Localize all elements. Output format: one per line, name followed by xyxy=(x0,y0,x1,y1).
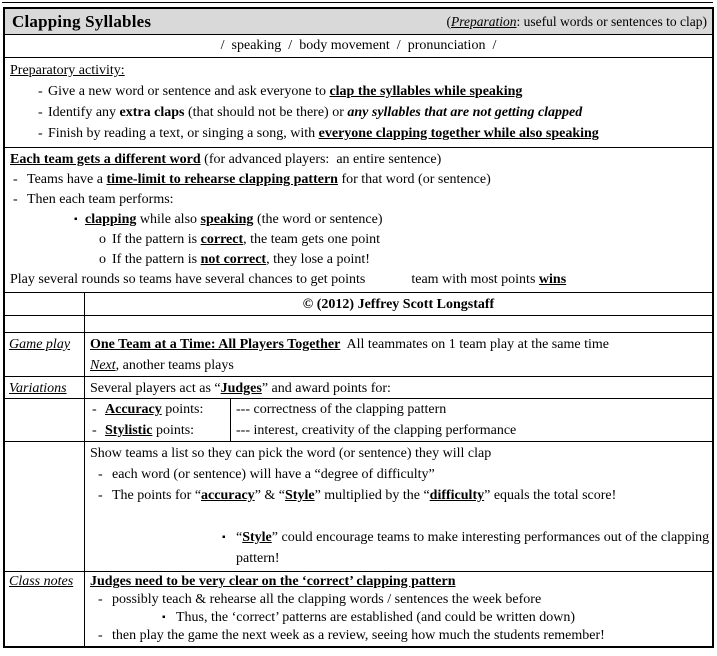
points-row xyxy=(5,399,712,442)
dash-bullet: - xyxy=(13,172,18,187)
game-play-cell xyxy=(85,333,712,376)
class-notes-subitem-text: Thus, the ‘correct’ patterns are established (and could be written down) xyxy=(176,610,575,625)
prep-item xyxy=(10,123,708,144)
rules-subsubitem-text: If the pattern is not correct, they lose a point! xyxy=(112,252,370,267)
class-notes-item xyxy=(90,627,712,645)
points-label-column xyxy=(85,399,231,441)
variations-line: Several players act as “Judges” and award points for: xyxy=(90,381,391,396)
game-play-line: One Team at a Time: All Players Together All teammates on 1 team play at the same time xyxy=(90,337,609,352)
game-rules-section xyxy=(5,148,712,293)
rules-subitem-text: clapping while also speaking (the word or sentence) xyxy=(85,212,383,227)
row-label-variations: Variations xyxy=(5,377,85,398)
rules-item xyxy=(10,170,708,190)
rules-item-text: Then each team performs: xyxy=(27,192,174,207)
prep-item-text: Identify any extra claps (that should not be there) or any syllables that are not getting clapped xyxy=(48,105,583,120)
blank-line xyxy=(90,506,712,527)
points-label-text: Accuracy points: xyxy=(105,402,204,417)
prep-item xyxy=(10,81,708,102)
points-label-item xyxy=(85,399,230,420)
square-bullet: ▪ xyxy=(74,214,78,225)
empty-label-cell xyxy=(5,293,85,315)
points-label-text: Stylistic points: xyxy=(105,423,195,438)
points-description: --- correctness of the clapping pattern xyxy=(236,402,447,417)
class-notes-row xyxy=(5,572,712,646)
rules-subsubitem-text: If the pattern is correct, the team gets one point xyxy=(112,232,380,247)
word-list-intro: Show teams a list so they can pick the word (or sentence) they will clap xyxy=(90,446,492,461)
dash-bullet: - xyxy=(98,467,103,482)
word-list-row xyxy=(5,442,712,572)
dash-bullet: - xyxy=(92,423,97,438)
dash-bullet: - xyxy=(98,592,103,607)
page-title: Clapping Syllables xyxy=(12,11,152,31)
style-note-text: “Style” could encourage teams to make interesting performances out of the clapping pattern! xyxy=(236,530,710,566)
class-notes-item xyxy=(90,591,712,609)
empty-row xyxy=(5,316,712,333)
class-notes-item-text: possibly teach & rehearse all the clapping words / sentences the week before xyxy=(112,592,542,607)
dash-bullet: - xyxy=(38,105,43,120)
category-tags-row xyxy=(5,35,712,58)
dash-bullet: - xyxy=(98,628,103,643)
preparatory-activity-section xyxy=(5,58,712,148)
points-cell xyxy=(85,399,712,441)
circle-bullet: o xyxy=(99,252,106,267)
rules-subitem xyxy=(10,210,708,230)
empty-cell xyxy=(85,316,712,332)
word-list-item xyxy=(90,485,712,506)
rules-heading: Each team gets a different word (for advanced players: an entire sentence) xyxy=(10,152,442,167)
dash-bullet: - xyxy=(13,192,18,207)
circle-bullet: o xyxy=(99,232,106,247)
row-label-game-play: Game play xyxy=(5,333,85,376)
preparation-note: (Preparation: useful words or sentences to clap) xyxy=(446,13,707,29)
top-rule xyxy=(2,2,713,3)
prep-item-text: Finish by reading a text, or singing a song, with everyone clapping together while also speaking xyxy=(48,126,599,141)
square-bullet: ▪ xyxy=(162,612,166,623)
prep-heading: Preparatory activity: xyxy=(10,63,125,78)
copyright-text: © (2012) Jeffrey Scott Longstaff xyxy=(302,297,495,312)
rules-item-text: Teams have a time-limit to rehearse clapping pattern for that word (or sentence) xyxy=(27,172,491,187)
word-list-cell xyxy=(85,442,712,571)
variations-cell xyxy=(85,377,712,398)
word-list-item-text: The points for “accuracy” & “Style” multiplied by the “difficulty” equals the total score! xyxy=(112,488,617,503)
points-description: --- interest, creativity of the clapping performance xyxy=(236,423,517,438)
rules-subsubitem xyxy=(10,230,708,250)
word-list-item xyxy=(90,464,712,485)
dash-bullet: - xyxy=(38,126,43,141)
style-note-item xyxy=(90,527,712,569)
copyright-row xyxy=(5,293,712,316)
empty-label-cell xyxy=(5,316,85,332)
game-play-line: Next, another teams plays xyxy=(90,358,234,373)
title-bar xyxy=(5,9,712,35)
dash-bullet: - xyxy=(92,402,97,417)
rules-closing-line: Play several rounds so teams have several chances to get points team with most points wins xyxy=(10,272,567,287)
prep-item xyxy=(10,102,708,123)
word-list-item-text: each word (or sentence) will have a “degree of difficulty” xyxy=(112,467,435,482)
empty-label-cell xyxy=(5,442,85,571)
rules-subsubitem xyxy=(10,250,708,270)
dash-bullet: - xyxy=(38,84,43,99)
class-notes-item-text: then play the game the next week as a review, seeing how much the students remember! xyxy=(112,628,605,643)
row-label-class-notes: Class notes xyxy=(5,572,85,646)
game-play-row xyxy=(5,333,712,377)
variations-row xyxy=(5,377,712,399)
class-notes-subitem xyxy=(90,609,712,627)
instruction-table xyxy=(3,7,714,648)
rules-item xyxy=(10,190,708,210)
points-label-item xyxy=(85,420,230,441)
square-bullet: ▪ xyxy=(222,532,226,543)
empty-label-cell xyxy=(5,399,85,441)
class-notes-heading: Judges need to be very clear on the ‘correct’ clapping pattern xyxy=(90,574,456,589)
prep-item-text: Give a new word or sentence and ask everyone to clap the syllables while speaking xyxy=(48,84,523,99)
points-description-column xyxy=(231,399,712,441)
class-notes-cell xyxy=(85,572,712,646)
dash-bullet: - xyxy=(98,488,103,503)
category-tags: / speaking / body movement / pronunciation / xyxy=(220,38,497,53)
